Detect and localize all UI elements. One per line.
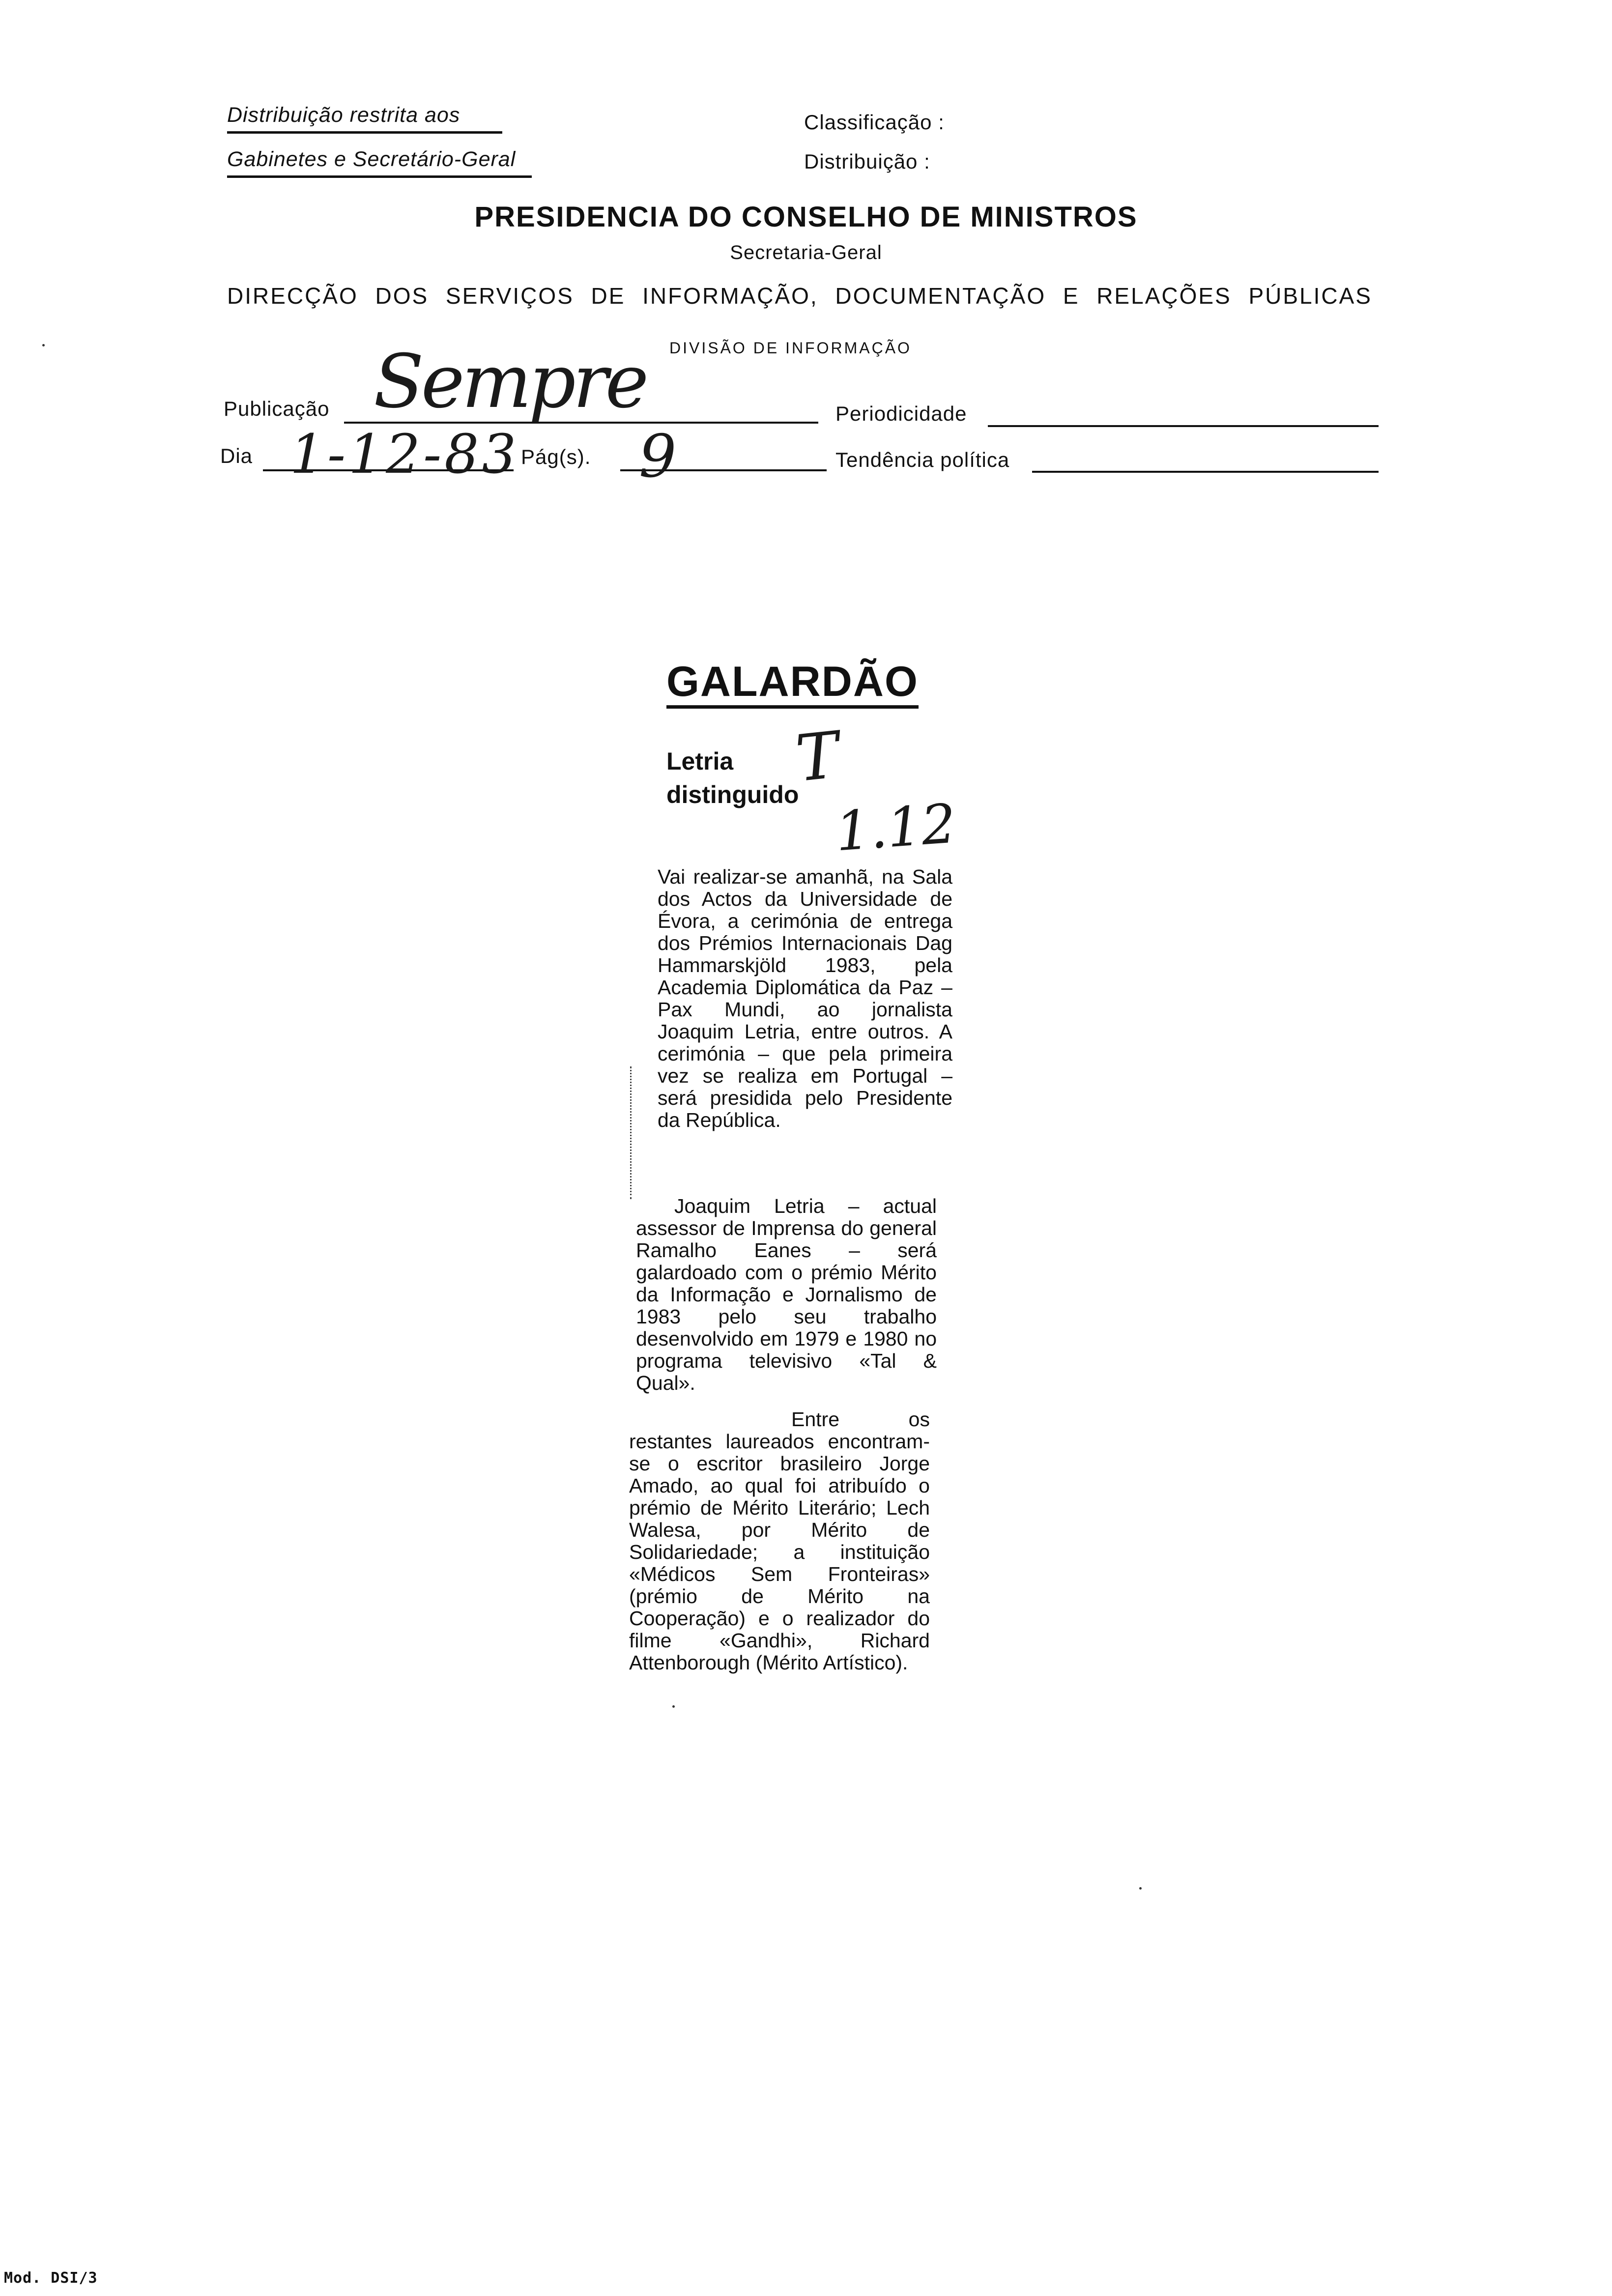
clipping-subheadline: [666, 745, 799, 811]
clipping-paragraph: Joaquim Letria – actual assessor de Imprensa do general Ramalho Eanes – será galardoado com o prémio Mérito da Informação e Jornalismo de 1983 pelo seu trabalho desenvolvido em 1979 e 1980 no programa televisivo «Tal & Qual».: [636, 1195, 937, 1394]
directorate-word: PÚBLICAS: [1248, 283, 1372, 309]
political-tendency-field-line: [1032, 471, 1379, 473]
division-label: DIVISÃO DE INFORMAÇÃO: [669, 339, 912, 357]
scan-speck: [672, 1705, 675, 1708]
directorate-word: DE: [591, 283, 626, 309]
margin-dotted-line: [630, 1066, 632, 1199]
pages-label: Pág(s).: [521, 445, 591, 468]
directorate-word: DOS: [375, 283, 429, 309]
publication-handwritten-value: Sempre: [374, 339, 646, 425]
subheadline-line: distinguido: [666, 781, 799, 808]
political-tendency-label: Tendência política: [835, 448, 1010, 471]
periodicity-field-line: [988, 425, 1379, 427]
organization-title: PRESIDENCIA DO CONSELHO DE MINISTROS: [474, 201, 1138, 233]
clipping-handwritten-mark: T: [792, 717, 843, 797]
clipping-headline: GALARDÃO: [666, 659, 919, 709]
clipping-paragraph: Vai realizar-se amanhã, na Sala dos Actos da Universidade de Évora, a cerimónia de entrega dos Prémios Internacionais Dag Hammarskjöld 1983, pela Academia Diplomática da Paz – Pax Mundi, ao jornalista Joaquim Letria, entre outros. A cerimónia – que pela primeira vez se realiza em Portugal – será presidida pelo Presidente da República.: [658, 865, 952, 1131]
clipping-handwritten-date: 1.12: [833, 792, 958, 863]
directorate-word: DIRECÇÃO: [227, 283, 358, 309]
classification-label: Classificação :: [804, 111, 945, 134]
periodicity-label: Periodicidade: [835, 402, 967, 425]
secretariat-subtitle: Secretaria-Geral: [730, 242, 882, 263]
publication-label: Publicação: [224, 397, 330, 420]
directorate-word: INFORMAÇÃO,: [642, 283, 818, 309]
pages-handwritten-value: 9: [639, 423, 677, 491]
form-code: Mod. DSI/3: [4, 2269, 98, 2287]
directorate-line: [227, 283, 1372, 309]
directorate-word: DOCUMENTAÇÃO: [835, 283, 1046, 309]
directorate-word: E: [1063, 283, 1080, 309]
day-label: Dia: [220, 444, 253, 467]
distribution-label: Distribuição :: [804, 150, 930, 173]
scan-speck: [42, 344, 45, 346]
distribution-restriction-line-1: Distribuição restrita aos: [227, 103, 502, 134]
directorate-word: RELAÇÕES: [1096, 283, 1232, 309]
clipping-paragraph: Entre os restantes laureados encontram-se o escritor brasileiro Jorge Amado, ao qual foi atribuído o prémio de Mérito Literário; Lech Walesa, por Mérito de Solidariedade; a instituição «Médicos Sem Fronteiras» (prémio de Mérito na Cooperação) e o realizador do filme «Gandhi», Richard Attenborough (Mérito Artístico).: [629, 1408, 930, 1674]
subheadline-line: Letria: [666, 747, 734, 775]
scan-speck: [1139, 1887, 1142, 1890]
distribution-restriction-line-2: Gabinetes e Secretário-Geral: [227, 147, 532, 178]
directorate-word: SERVIÇOS: [445, 283, 574, 309]
day-handwritten-value: 1-12-83: [290, 423, 519, 486]
